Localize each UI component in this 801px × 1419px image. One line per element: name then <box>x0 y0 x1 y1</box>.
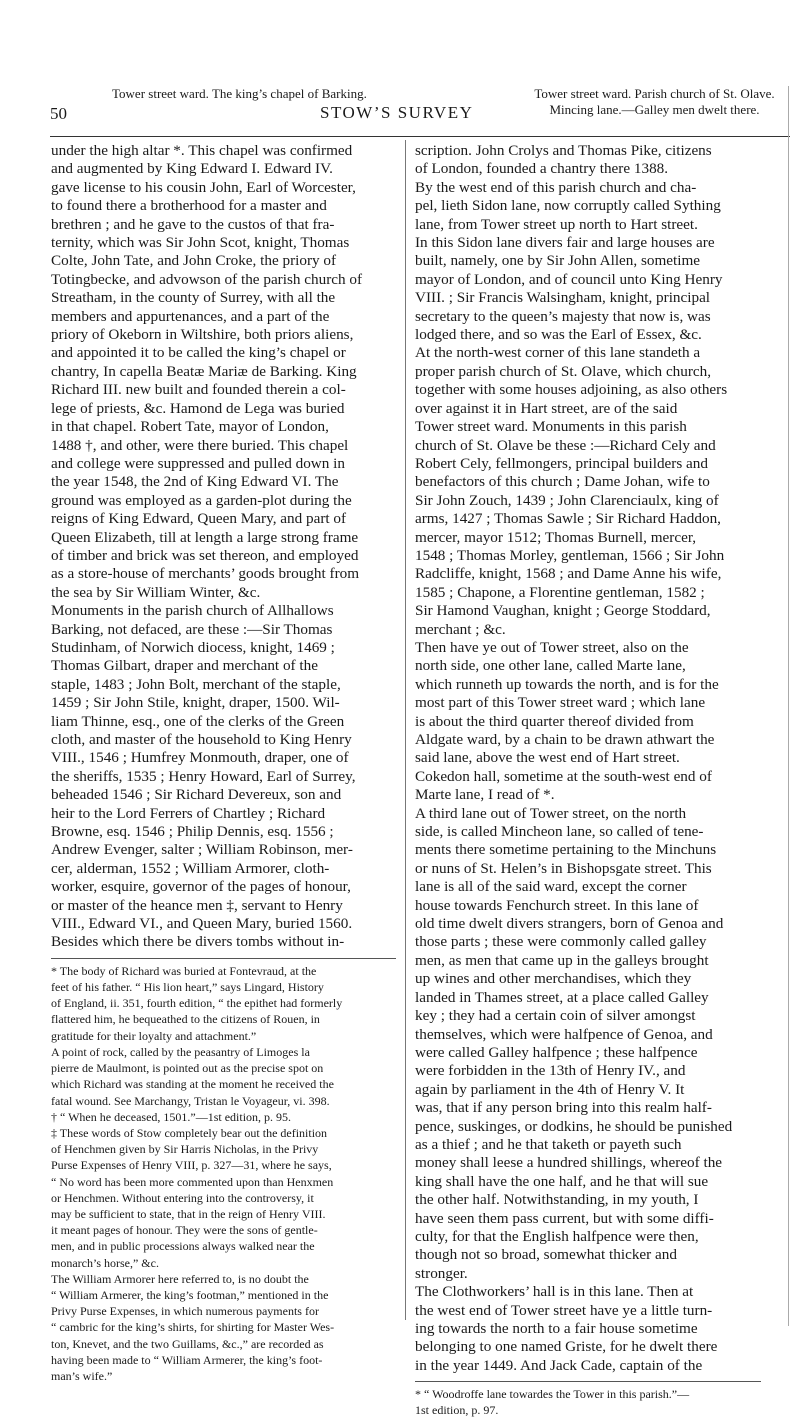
body-text-line: Browne, esq. 1546 ; Philip Dennis, esq. 1556 ; <box>51 823 334 841</box>
body-text-line: Radcliffe, knight, 1568 ; and Dame Anne his wife, <box>415 565 722 583</box>
footnote-line: men, and in public processions always walked near the <box>51 1239 315 1254</box>
body-text-line: over against it in Hart street, are of the said <box>415 399 678 417</box>
body-text-line: ments there sometime pertaining to the Minchuns <box>415 841 717 859</box>
body-text-line: lodged there, and so was the Earl of Essex, &c. <box>415 326 702 344</box>
left-head-line: Barking. <box>321 86 367 101</box>
body-text-line: mercer, mayor 1512; Thomas Burnell, mercer, <box>415 528 697 546</box>
body-text-line: Richard III. new built and founded therein a col- <box>51 381 346 399</box>
footnote-line: “ cambric for the king’s shirts, for shirting for Master Wes- <box>51 1320 335 1335</box>
body-text-line: Totingbecke, and advowson of the parish church of <box>51 270 363 288</box>
body-text-line: VIII. ; Sir Francis Walsingham, knight, principal <box>415 289 711 307</box>
body-text-line: Thomas Gilbart, draper and merchant of the <box>51 657 318 675</box>
body-text-line: themselves, which were halfpence of Genoa, and <box>415 1025 713 1043</box>
body-text-line: again by parliament in the 4th of Henry V. It <box>415 1080 685 1098</box>
body-text-line: side, is called Mincheon lane, so called of tene- <box>415 823 704 841</box>
body-text-line: the year 1548, the 2nd of King Edward VI. The <box>51 473 339 491</box>
footnote-line: * The body of Richard was buried at Fontevraud, at the <box>51 963 317 978</box>
body-text-line: money shall leese a hundred shillings, whereof the <box>415 1154 723 1172</box>
body-text-line: as a thief ; and he that taketh or payeth such <box>415 1135 682 1153</box>
body-text-line: Then have ye out of Tower street, also on the <box>415 638 689 656</box>
body-text-line: Studinham, of Norwich diocess, knight, 1469 ; <box>51 638 335 656</box>
body-text-line: Streatham, in the county of Surrey, with all the <box>51 289 336 307</box>
body-text-line: north side, one other lane, called Marte lane, <box>415 657 686 675</box>
body-text-line: arms, 1427 ; Thomas Sawle ; Sir Richard Haddon, <box>415 510 721 528</box>
body-text-line: and appointed it to be called the king’s chapel or <box>51 344 346 362</box>
body-text-line: 1548 ; Thomas Morley, gentleman, 1566 ; Sir John <box>415 546 725 564</box>
left-head-line: Tower street ward. <box>112 86 209 101</box>
body-text-line: 1585 ; Chapone, a Florentine gentleman, 1582 ; <box>415 583 705 601</box>
body-text-line: 1488 †, and other, were there buried. This chapel <box>51 436 349 454</box>
left-head-line: The king’s chapel of <box>211 86 319 101</box>
footnote-line: feet of his father. “ His lion heart,” says Lingard, History <box>51 980 324 995</box>
footnote-line: † “ When he deceased, 1501.”—1st edition, p. 95. <box>51 1109 292 1124</box>
right-head-line: Parish church of St. Olave. <box>634 86 775 101</box>
body-text-line: Aldgate ward, by a chain to be drawn athwart the <box>415 731 715 748</box>
body-text-line: in the year 1449. And Jack Cade, captain of the <box>415 1356 703 1374</box>
footnotes <box>51 963 396 1384</box>
body-text-line: Marte lane, I read of *. <box>415 786 555 804</box>
body-text-line: of London, founded a chantry there 1388. <box>415 160 669 178</box>
body-text-line: staple, 1483 ; John Bolt, merchant of the staple, <box>51 675 341 693</box>
right-column <box>415 142 761 1419</box>
body-text-line: built, namely, one by Sir John Allen, sometime <box>415 252 701 270</box>
body-text-line: ground was employed as a garden-plot during the <box>51 491 352 509</box>
footnote-line: monarch’s horse,” &c. <box>51 1255 159 1270</box>
body-text-line: lege of priests, &c. Hamond de Lega was buried <box>51 399 345 417</box>
body-text-line: in that chapel. Robert Tate, mayor of London, <box>51 418 329 436</box>
body-text-line: the sea by Sir William Winter, &c. <box>51 583 261 601</box>
body-text-line: up wines and other merchandises, which they <box>415 970 692 988</box>
column-divider <box>405 140 406 1320</box>
body-text-line: brethren ; and he gave to the custos of that fra- <box>51 215 335 233</box>
body-text-line: Queen Elizabeth, till at length a large strong frame <box>51 528 359 546</box>
footnote-line: having been made to “ William Armerer, the king’s foot- <box>51 1352 323 1367</box>
footnote-line: * “ Woodroffe lane towardes the Tower in this parish.”— <box>415 1387 690 1402</box>
footnote-line: it meant pages of honour. They were the sons of gentle- <box>51 1223 318 1238</box>
body-text-line: benefactors of this church ; Dame Johan, wife to <box>415 473 710 491</box>
body-text-line: Cokedon hall, sometime at the south-west end of <box>415 767 712 785</box>
body-text-line: to found there a brotherhood for a master and <box>51 197 327 215</box>
body-text-line: which runneth up towards the north, and is for the <box>415 675 719 693</box>
footnote-line: Purse Expenses of Henry VIII, p. 327—31, where he says, <box>51 1158 332 1173</box>
footnote-line: or Henchmen. Without entering into the controversy, it <box>51 1190 314 1205</box>
body-text-line: lane is all of the said ward, except the corner <box>415 878 687 896</box>
footnote-line: The William Armorer here referred to, is no doubt the <box>51 1271 309 1286</box>
left-column <box>51 142 396 1384</box>
body-text-line: Andrew Evenger, salter ; William Robinson, mer- <box>51 841 353 859</box>
footnote-line: of Henchmen given by Sir Harris Nicholas, in the Privy <box>51 1142 319 1157</box>
body-text-line: The Clothworkers’ hall is in this lane. Then at <box>415 1283 694 1301</box>
body-text-line: merchant ; &c. <box>415 620 506 638</box>
body-text-line: lane, from Tower street up north to Hart street. <box>415 215 698 233</box>
footnote-line: may be sufficient to state, that in the reign of Henry VIII. <box>51 1206 326 1221</box>
body-text-line: A third lane out of Tower street, on the north <box>415 804 687 822</box>
body-text-line: as a store-house of merchants’ goods brought from <box>51 565 360 583</box>
body-text-line: mayor of London, and of council unto King Henry <box>415 270 723 288</box>
body-text-line: proper parish church of St. Olave, which church, <box>415 362 712 380</box>
footnote-line: Privy Purse Expenses, in which numerous payments for <box>51 1304 319 1319</box>
body-text-line: and augmented by King Edward I. Edward IV. <box>51 160 333 178</box>
footnote-line: of England, ii. 351, fourth edition, “ the epithet had formerly <box>51 996 343 1011</box>
body-text-line: said lane, above the west end of Hart street. <box>415 749 680 767</box>
body-text-line: landed in Thames street, at a place called Galley <box>415 988 709 1006</box>
body-text-line: By the west end of this parish church and cha- <box>415 178 697 196</box>
body-text-line: old time dwelt divers strangers, born of Genoa and <box>415 915 724 933</box>
body-text-line: chantry, In capella Beatæ Mariæ de Barking. King <box>51 362 357 380</box>
body-text-line: worker, esquire, governor of the pages of honour, <box>51 878 351 896</box>
footnote-line: man’s wife.” <box>51 1368 113 1383</box>
body-text-line: culty, for that the English halfpence were then, <box>415 1227 699 1245</box>
body-text-line: pence, suskinges, or dodkins, he should be punished <box>415 1117 733 1135</box>
body-text-line: house towards Fenchurch street. In this lane of <box>415 896 699 914</box>
body-text-line: ing towards the north to a fair house sometime <box>415 1320 698 1337</box>
footnote-line: gratitude for their loyalty and attachment.” <box>51 1028 257 1043</box>
body-text-line: Tower street ward. Monuments in this parish <box>415 418 687 436</box>
body-text-line: the west end of Tower street have ye a little turn- <box>415 1301 713 1319</box>
body-text-line: secretary to the queen’s majesty that now is, was <box>415 307 711 325</box>
footnote-line: ton, Knevet, and the two Guillams, &c.,” are recorded as <box>51 1336 324 1351</box>
body-text-line: those parts ; these were commonly called galley <box>415 933 707 951</box>
body-text-line: were called Galley halfpence ; these halfpence <box>415 1043 698 1061</box>
body-text-line: men, as men that came up in the galleys brought <box>415 951 709 969</box>
body-text-line: belonging to one named Griste, for he dwelt there <box>415 1338 718 1356</box>
footnote-line: A point of rock, called by the peasantry of Limoges la <box>51 1044 310 1059</box>
body-text-line: cer, alderman, 1552 ; William Armorer, cloth- <box>51 859 330 877</box>
body-text-line: Robert Cely, fellmongers, principal builders and <box>415 454 708 472</box>
body-text-line: were forbidden in the 13th of Henry IV., and <box>415 1062 686 1080</box>
body-text-line: beheaded 1546 ; Sir Richard Devereux, son and <box>51 786 342 804</box>
body-text-line: ternity, which was Sir John Scot, knight, Thomas <box>51 234 350 252</box>
body-text-line: though not so broad, somewhat thicker and <box>415 1246 677 1264</box>
body-text-line: pel, lieth Sidon lane, now corruptly called Sything <box>415 197 721 215</box>
body-text-line: VIII., 1546 ; Humfrey Monmouth, draper, one of <box>51 749 349 767</box>
body-text-line: is about the third quarter thereof divided from <box>415 712 694 730</box>
running-header <box>50 86 790 136</box>
body-text-line: was, that if any person bring into this realm half- <box>415 1099 712 1117</box>
body-text-line: 1459 ; Sir John Stile, knight, draper, 1500. Wil- <box>51 694 340 712</box>
right-running-head <box>519 86 790 118</box>
body-text-line: stronger. <box>415 1264 468 1282</box>
body-text-line: scription. John Crolys and Thomas Pike, citizens <box>415 142 712 159</box>
body-text-line: have seen them pass current, but with some diffi- <box>415 1209 714 1227</box>
left-running-head <box>112 86 367 102</box>
right-head-line: Mincing lane.—Galley men dwelt there. <box>549 102 760 117</box>
body-text-line: Colte, John Tate, and John Croke, the priory of <box>51 252 337 270</box>
footnote-line: “ William Armerer, the king’s footman,” mentioned in the <box>51 1287 329 1302</box>
body-text-line: In this Sidon lane divers fair and large houses are <box>415 234 715 252</box>
body-text-line: key ; they had a certain coin of silver amongst <box>415 1007 696 1025</box>
body-text-line: or master of the heance men ‡, servant to Henry <box>51 896 343 914</box>
footnote-line: fatal wound. See Marchangy, Tristan le Voyageur, vi. 398. <box>51 1093 330 1108</box>
body-text-line: under the high altar *. This chapel was confirmed <box>51 142 353 159</box>
footnote-rule <box>51 958 396 959</box>
body-text-line: church of St. Olave be these :—Richard Cely and <box>415 436 716 454</box>
body-text-line: most part of this Tower street ward ; which lane <box>415 694 706 712</box>
footnote-line: pierre de Maulmont, is pointed out as the precise spot on <box>51 1061 324 1076</box>
footnote-rule <box>415 1381 761 1382</box>
body-text-line: or nuns of St. Helen’s in Bishopsgate street. This <box>415 859 712 877</box>
body-text-line: priory of Okeborn in Wiltshire, both priors aliens, <box>51 326 354 344</box>
footnote-line: 1st edition, p. 97. <box>415 1403 499 1418</box>
body-text-line: Monuments in the parish church of Allhallows <box>51 602 334 620</box>
body-text-line: of timber and brick was set thereon, and employed <box>51 546 359 564</box>
body-text-line: and college were suppressed and pulled down in <box>51 454 345 472</box>
body-text-line: together with some houses adjoining, as also others <box>415 381 728 399</box>
header-rule <box>50 136 790 137</box>
body-text-line: Sir John Zouch, 1439 ; John Clarenciaulx, king of <box>415 491 719 509</box>
footnote-line: which Richard was standing at the moment he received the <box>51 1077 334 1092</box>
right-head-line: Tower street ward. <box>534 86 632 101</box>
body-text-line: the sheriffs, 1535 ; Henry Howard, Earl of Surrey, <box>51 767 356 785</box>
page-number: 50 <box>50 104 67 123</box>
page-edge-rule <box>788 86 789 1326</box>
footnotes <box>415 1386 761 1418</box>
body-text-line: Besides which there be divers tombs without in- <box>51 933 345 951</box>
body-text-line: reigns of King Edward, Queen Mary, and part of <box>51 510 347 528</box>
body-text-line: heir to the Lord Ferrers of Chartley ; Richard <box>51 804 326 822</box>
body-text-line: At the north-west corner of this lane standeth a <box>415 344 701 362</box>
footnote-line: flattered him, he bequeathed to the citizens of Rouen, in <box>51 1012 320 1027</box>
body-text-line: liam Thinne, esq., one of the clerks of the Green <box>51 712 345 730</box>
body-text-line: Sir Hamond Vaughan, knight ; George Stoddard, <box>415 602 711 620</box>
body-text-line: king shall have the one half, and he that will sue <box>415 1172 709 1190</box>
footnote-line: “ No word has been more commented upon than Henxmen <box>51 1174 334 1189</box>
body-text-line: members and appurtenances, and a part of the <box>51 307 330 325</box>
body-text-line: the other half. Notwithstanding, in my youth, I <box>415 1191 699 1209</box>
footnote-line: ‡ These words of Stow completely bear out the definition <box>51 1125 328 1140</box>
body-text-line: VIII., Edward VI., and Queen Mary, buried 1560. <box>51 915 353 933</box>
body-text-line: cloth, and master of the household to King Henry <box>51 731 352 748</box>
body-text-line: Barking, not defaced, are these :—Sir Thomas <box>51 620 333 638</box>
body-text-line: gave license to his cousin John, Earl of Worcester, <box>51 178 356 196</box>
book-title: STOW’S SURVEY <box>320 103 474 122</box>
